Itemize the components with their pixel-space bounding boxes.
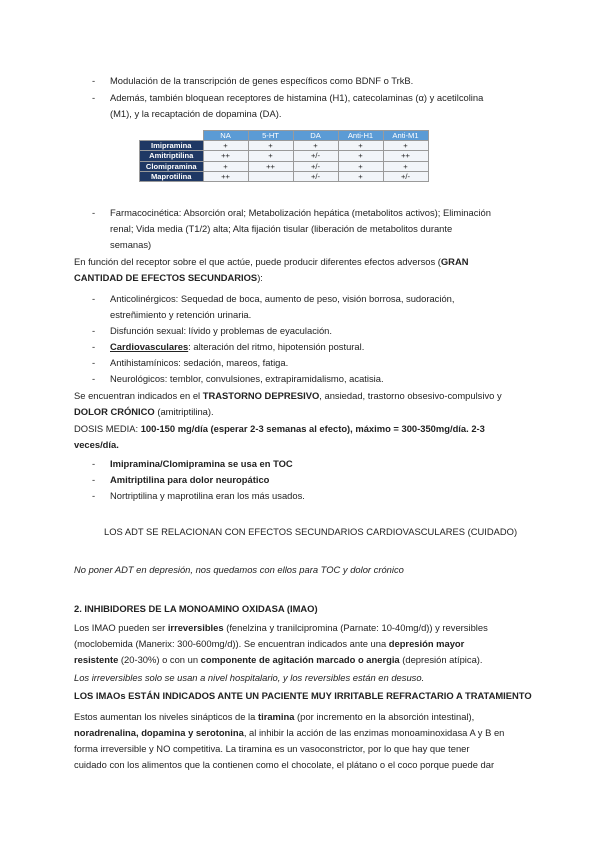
bullet-dash: - (92, 207, 96, 218)
table-cell: +/- (293, 151, 338, 161)
tiramina-paragraph: cuidado con los alimentos que la contienen como el chocolate, el plátano o el coco porque puede dar (74, 759, 495, 770)
table-row-header: Clomipramina (140, 161, 204, 171)
table-cell: ++ (203, 151, 248, 161)
table-cell: + (338, 151, 383, 161)
indic-text: Se encuentran indicados en el (74, 390, 203, 401)
indications-paragraph (74, 404, 214, 421)
imao-text: Los IMAO pueden ser (74, 622, 168, 633)
effect-item: Disfunción sexual: lívido y problemas de eyaculación. (110, 325, 332, 336)
table-header-row (140, 131, 429, 141)
imao-heading: LOS IMAOs ESTÁN INDICADOS ANTE UN PACIENTE MUY IRRITABLE REFRACTARIO A TRATAMIENTO (74, 690, 532, 701)
warning-heading: LOS ADT SE RELACIONAN CON EFECTOS SECUNDARIOS CARDIOVASCULARES (CUIDADO) (104, 526, 518, 537)
imao-bold: irreversibles (167, 622, 224, 633)
imao-text: (fenelzina y tranilcipromina (Parnate: 10-40mg/d)) y reversibles (223, 622, 488, 633)
bullet-dash: - (92, 458, 96, 469)
effect-underlined: Cardiovasculares (110, 341, 189, 352)
imao-text: (20-30%) o con un (118, 654, 201, 665)
table-cell: ++ (248, 161, 293, 171)
bullet-dash: - (92, 75, 96, 86)
dosis-paragraph (74, 421, 485, 438)
tiramina-paragraph: forma irreversible y NO competitiva. La tiramina es un vasoconstrictor, por lo que hay que tener (74, 743, 470, 754)
table-header-cell: Anti-M1 (383, 131, 428, 141)
bullet-dash: - (92, 293, 96, 304)
pharmaco-text: semanas) (110, 239, 152, 250)
receptor-table (139, 130, 429, 182)
table-cell: + (338, 171, 383, 181)
effect-item: Neurológicos: temblor, convulsiones, extrapiramidalismo, acatisia. (110, 373, 384, 384)
effect-item: Antihistamínicos: sedación, mareos, fatiga. (110, 357, 289, 368)
tiramina-text: Estos aumentan los niveles sinápticos de la (74, 711, 258, 722)
indic-bold: TRASTORNO DEPRESIVO (202, 390, 320, 401)
bullet-dash: - (92, 92, 96, 103)
table-row (140, 171, 429, 181)
table-row (140, 161, 429, 171)
table-corner (140, 131, 204, 141)
bullet-dash: - (92, 373, 96, 384)
table-row-header: Imipramina (140, 141, 204, 151)
intro-paragraph (74, 254, 469, 271)
table-cell: + (203, 161, 248, 171)
indic-text: , ansiedad, trastorno obsesivo-compulsivo y (319, 390, 502, 401)
imao-bold: componente de agitación marcado o anergia (200, 654, 400, 665)
bullet-dash: - (92, 357, 96, 368)
bullet-dash: - (92, 325, 96, 336)
imao-text: (depresión atípica). (399, 654, 483, 665)
pharmaco-text: renal; Vida media (T1/2) alta; Alta fijación tisular (liberación de metabolitos durante (110, 223, 453, 234)
effect-item (110, 339, 364, 356)
tiramina-bold: noradrenalina, dopamina y serotonina (74, 727, 244, 738)
table-cell: + (248, 151, 293, 161)
bullet-text: Modulación de la transcripción de genes específicos como BDNF o TrkB. (110, 75, 414, 86)
tiramina-bold: tiramina (257, 711, 295, 722)
intro-bold: GRAN (440, 256, 469, 267)
italic-note: No poner ADT en depresión, nos quedamos con ellos para TOC y dolor crónico (74, 564, 404, 575)
table-cell: ++ (383, 151, 428, 161)
section-title: 2. INHIBIDORES DE LA MONOAMINO OXIDASA (IMAO) (74, 603, 318, 614)
table-row-header: Maprotilina (140, 171, 204, 181)
table-row (140, 141, 429, 151)
bullet-text: Además, también bloquean receptores de histamina (H1), catecolaminas (α) y acetilcolina (110, 92, 484, 103)
dosis-bold: 100-150 mg/día (esperar 2-3 semanas al efecto), máximo = 300-350mg/día. 2-3 (140, 423, 485, 434)
dosis-bold: veces/día. (74, 439, 119, 450)
tiramina-text: (por incremento en la absorción intestinal), (294, 711, 475, 722)
table-cell: + (248, 141, 293, 151)
imao-paragraph (74, 636, 464, 653)
indications-paragraph (74, 388, 502, 405)
table-header-cell: DA (293, 131, 338, 141)
table-cell: + (338, 161, 383, 171)
indic-bold: DOLOR CRÓNICO (74, 406, 155, 417)
bullet-dash: - (92, 474, 96, 485)
bullet-dash: - (92, 341, 96, 352)
imao-bold: depresión mayor (388, 638, 465, 649)
table-cell: ++ (203, 171, 248, 181)
imao-paragraph (74, 652, 483, 669)
table-cell: + (338, 141, 383, 151)
effect-text: : alteración del ritmo, hipotensión postural. (188, 341, 365, 352)
intro-paragraph (74, 270, 263, 287)
effect-item: estreñimiento y retención urinaria. (110, 309, 252, 320)
bullet-text: (M1), y la recaptación de dopamina (DA). (110, 108, 282, 119)
table-row (140, 151, 429, 161)
table-header-cell: Anti-H1 (338, 131, 383, 141)
indic-text: (amitriptilina). (154, 406, 214, 417)
intro-text: ): (257, 272, 263, 283)
tiramina-paragraph (74, 725, 504, 742)
use-item: Imipramina/Clomipramina se usa en TOC (110, 458, 293, 469)
bullet-dash: - (92, 490, 96, 501)
imao-paragraph (74, 620, 488, 637)
imao-text: (moclobemida (Manerix: 300-600mg/d)). Se encuentran indicados ante una (74, 638, 389, 649)
dosis-text: DOSIS MEDIA: (74, 423, 141, 434)
table-cell: + (383, 161, 428, 171)
table-cell (248, 171, 293, 181)
pharmaco-text: Farmacocinética: Absorción oral; Metabolización hepática (metabolitos activos); Eliminación (110, 207, 491, 218)
dosis-paragraph (74, 437, 119, 454)
table-cell: +/- (293, 161, 338, 171)
use-item: Nortriptilina y maprotilina eran los más usados. (110, 490, 305, 501)
intro-bold: CANTIDAD DE EFECTOS SECUNDARIOS (74, 272, 258, 283)
table-row-header: Amitriptilina (140, 151, 204, 161)
imao-italic-note: Los irreversibles solo se usan a nivel hospitalario, y los reversibles están en desuso. (74, 672, 425, 683)
table-cell: + (203, 141, 248, 151)
use-item: Amitriptilina para dolor neuropático (110, 474, 270, 485)
effect-item: Anticolinérgicos: Sequedad de boca, aumento de peso, visión borrosa, sudoración, (110, 293, 455, 304)
imao-bold: resistente (74, 654, 119, 665)
table-cell: +/- (383, 171, 428, 181)
table-header-cell: NA (203, 131, 248, 141)
table-cell: + (383, 141, 428, 151)
table-header-cell: 5-HT (248, 131, 293, 141)
table-cell: +/- (293, 171, 338, 181)
tiramina-text: , al inhibir la acción de las enzimas monoaminoxidasa A y B en (243, 727, 505, 738)
tiramina-paragraph (74, 709, 474, 726)
intro-text: En función del receptor sobre el que actúe, puede producir diferentes efectos adversos ( (74, 256, 441, 267)
table-cell: + (293, 141, 338, 151)
